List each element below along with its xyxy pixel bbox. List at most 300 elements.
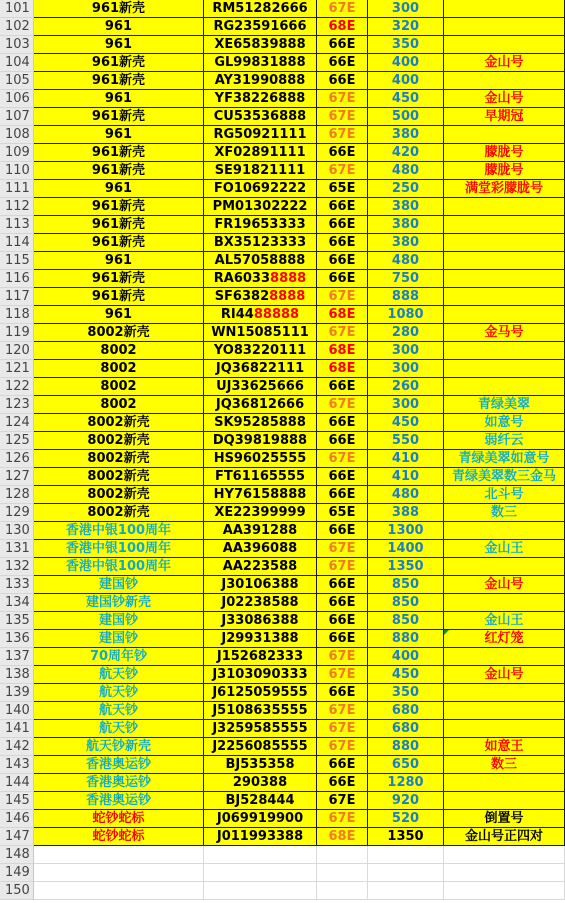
serial-cell[interactable]: J152682333 [204,648,317,666]
name-cell[interactable]: 建国钞 [34,630,204,648]
note-cell[interactable]: 弱纤云 [444,432,565,450]
serial-cell[interactable]: J3103090333 [204,666,317,684]
note-cell[interactable]: 青绿美翠数三金马 [444,468,565,486]
empty-cell[interactable] [444,864,565,882]
price-cell[interactable]: 1400 [368,540,444,558]
serial-cell[interactable]: AA223588 [204,558,317,576]
row-header[interactable]: 109 [0,144,34,162]
serial-cell[interactable]: JQ36812666 [204,396,317,414]
type-cell[interactable]: 66E [317,54,368,72]
note-cell[interactable] [444,792,565,810]
type-cell[interactable]: 66E [317,270,368,288]
name-cell[interactable]: 961新壳 [34,270,204,288]
note-cell[interactable] [444,774,565,792]
serial-cell[interactable]: J5108635555 [204,702,317,720]
row-header[interactable]: 127 [0,468,34,486]
serial-cell[interactable]: JQ36822111 [204,360,317,378]
serial-cell[interactable]: SE91821111 [204,162,317,180]
row-header[interactable]: 118 [0,306,34,324]
row-header[interactable]: 148 [0,846,34,864]
type-cell[interactable]: 67E [317,540,368,558]
name-cell[interactable]: 香港奥运钞 [34,756,204,774]
serial-cell[interactable]: J2256085555 [204,738,317,756]
name-cell[interactable]: 8002新壳 [34,486,204,504]
empty-cell[interactable] [368,864,444,882]
serial-cell[interactable]: XF02891111 [204,144,317,162]
note-cell[interactable] [444,234,565,252]
name-cell[interactable]: 961新壳 [34,234,204,252]
serial-cell[interactable]: AL57058888 [204,252,317,270]
row-header[interactable]: 125 [0,432,34,450]
name-cell[interactable]: 8002新壳 [34,324,204,342]
serial-cell[interactable]: AA396088 [204,540,317,558]
note-cell[interactable]: 倒置号 [444,810,565,828]
type-cell[interactable]: 66E [317,486,368,504]
empty-cell[interactable] [204,846,317,864]
row-header[interactable]: 113 [0,216,34,234]
row-header[interactable]: 103 [0,36,34,54]
price-cell[interactable]: 680 [368,720,444,738]
price-cell[interactable]: 480 [368,162,444,180]
note-cell[interactable] [444,684,565,702]
row-header[interactable]: 139 [0,684,34,702]
note-cell[interactable] [444,648,565,666]
name-cell[interactable]: 航天钞 [34,666,204,684]
note-cell[interactable] [444,198,565,216]
price-cell[interactable]: 850 [368,594,444,612]
note-cell[interactable] [444,522,565,540]
price-cell[interactable]: 388 [368,504,444,522]
name-cell[interactable]: 香港奥运钞 [34,792,204,810]
note-cell[interactable] [444,594,565,612]
empty-cell[interactable] [34,864,204,882]
row-header[interactable]: 138 [0,666,34,684]
serial-cell[interactable]: 290388 [204,774,317,792]
type-cell[interactable]: 66E [317,252,368,270]
name-cell[interactable]: 961 [34,252,204,270]
row-header[interactable]: 133 [0,576,34,594]
type-cell[interactable]: 67E [317,648,368,666]
price-cell[interactable]: 250 [368,180,444,198]
note-cell[interactable]: 金马号 [444,324,565,342]
serial-cell[interactable] [204,306,317,324]
type-cell[interactable]: 66E [317,774,368,792]
name-cell[interactable]: 8002新壳 [34,468,204,486]
note-cell[interactable] [444,18,565,36]
price-cell[interactable]: 1350 [368,558,444,576]
row-header[interactable]: 123 [0,396,34,414]
note-cell[interactable]: 如意号 [444,414,565,432]
type-cell[interactable]: 67E [317,324,368,342]
name-cell[interactable]: 961 [34,180,204,198]
serial-cell[interactable]: WN15085111 [204,324,317,342]
type-cell[interactable]: 67E [317,0,368,18]
serial-cell[interactable] [204,288,317,306]
price-cell[interactable]: 480 [368,486,444,504]
serial-cell[interactable]: HS96025555 [204,450,317,468]
row-header[interactable]: 104 [0,54,34,72]
serial-cell[interactable]: J069919900 [204,810,317,828]
serial-cell[interactable]: J011993388 [204,828,317,846]
serial-cell[interactable]: RM51282666 [204,0,317,18]
price-cell[interactable]: 1350 [368,828,444,846]
name-cell[interactable]: 8002新壳 [34,450,204,468]
price-cell[interactable]: 380 [368,234,444,252]
serial-cell[interactable]: AA391288 [204,522,317,540]
row-header[interactable]: 126 [0,450,34,468]
row-header[interactable]: 106 [0,90,34,108]
price-cell[interactable]: 500 [368,108,444,126]
name-cell[interactable]: 961新壳 [34,162,204,180]
row-header[interactable]: 143 [0,756,34,774]
row-header[interactable]: 130 [0,522,34,540]
note-cell[interactable] [444,360,565,378]
note-cell[interactable]: 金山号 [444,54,565,72]
serial-cell[interactable]: YF38226888 [204,90,317,108]
name-cell[interactable]: 蛇钞蛇标 [34,810,204,828]
type-cell[interactable]: 67E [317,810,368,828]
price-cell[interactable]: 750 [368,270,444,288]
price-cell[interactable]: 1080 [368,306,444,324]
price-cell[interactable]: 888 [368,288,444,306]
price-cell[interactable]: 410 [368,450,444,468]
price-cell[interactable]: 350 [368,36,444,54]
type-cell[interactable]: 65E [317,180,368,198]
type-cell[interactable]: 66E [317,612,368,630]
row-header[interactable]: 107 [0,108,34,126]
price-cell[interactable]: 260 [368,378,444,396]
serial-cell[interactable]: RG23591666 [204,18,317,36]
serial-cell[interactable]: GL99831888 [204,54,317,72]
row-header[interactable]: 137 [0,648,34,666]
price-cell[interactable]: 410 [368,468,444,486]
note-cell[interactable]: 金山号正四对 [444,828,565,846]
row-header[interactable]: 145 [0,792,34,810]
price-cell[interactable]: 450 [368,414,444,432]
type-cell[interactable]: 66E [317,414,368,432]
name-cell[interactable]: 8002新壳 [34,414,204,432]
serial-cell[interactable]: AY31990888 [204,72,317,90]
name-cell[interactable]: 961 [34,126,204,144]
type-cell[interactable]: 67E [317,450,368,468]
serial-cell[interactable] [204,270,317,288]
name-cell[interactable]: 8002新壳 [34,504,204,522]
type-cell[interactable]: 65E [317,504,368,522]
name-cell[interactable]: 航天钞 [34,720,204,738]
row-header[interactable]: 122 [0,378,34,396]
note-cell[interactable]: 早期冠 [444,108,565,126]
type-cell[interactable]: 66E [317,630,368,648]
note-cell[interactable]: 朦胧号 [444,162,565,180]
empty-cell[interactable] [317,846,368,864]
serial-cell[interactable]: J33086388 [204,612,317,630]
type-cell[interactable]: 68E [317,828,368,846]
type-cell[interactable]: 67E [317,792,368,810]
note-cell[interactable]: 金山号 [444,576,565,594]
serial-cell[interactable]: J02238588 [204,594,317,612]
serial-cell[interactable]: J6125059555 [204,684,317,702]
type-cell[interactable]: 67E [317,126,368,144]
price-cell[interactable]: 400 [368,72,444,90]
row-header[interactable]: 105 [0,72,34,90]
empty-cell[interactable] [204,864,317,882]
note-cell[interactable] [444,720,565,738]
empty-cell[interactable] [34,882,204,900]
serial-cell[interactable]: BJ528444 [204,792,317,810]
type-cell[interactable]: 66E [317,378,368,396]
type-cell[interactable]: 66E [317,216,368,234]
note-cell[interactable]: 青绿美翠 [444,396,565,414]
row-header[interactable]: 112 [0,198,34,216]
empty-cell[interactable] [317,882,368,900]
type-cell[interactable]: 68E [317,342,368,360]
price-cell[interactable]: 400 [368,648,444,666]
row-header[interactable]: 132 [0,558,34,576]
serial-cell[interactable]: XE22399999 [204,504,317,522]
price-cell[interactable]: 400 [368,54,444,72]
row-header[interactable]: 135 [0,612,34,630]
name-cell[interactable]: 建国钞 [34,612,204,630]
row-header[interactable]: 147 [0,828,34,846]
price-cell[interactable]: 850 [368,576,444,594]
type-cell[interactable]: 66E [317,576,368,594]
type-cell[interactable]: 66E [317,198,368,216]
name-cell[interactable]: 航天钞 [34,684,204,702]
type-cell[interactable]: 67E [317,396,368,414]
serial-cell[interactable]: UJ33625666 [204,378,317,396]
price-cell[interactable]: 450 [368,90,444,108]
name-cell[interactable]: 8002 [34,396,204,414]
row-header[interactable]: 120 [0,342,34,360]
note-cell[interactable]: 金山号 [444,90,565,108]
price-cell[interactable]: 680 [368,702,444,720]
name-cell[interactable]: 8002 [34,342,204,360]
type-cell[interactable]: 67E [317,558,368,576]
note-cell[interactable] [444,270,565,288]
price-cell[interactable]: 280 [368,324,444,342]
type-cell[interactable]: 67E [317,666,368,684]
row-header[interactable]: 108 [0,126,34,144]
price-cell[interactable]: 880 [368,738,444,756]
name-cell[interactable]: 香港中银100周年 [34,540,204,558]
type-cell[interactable]: 67E [317,288,368,306]
empty-cell[interactable] [204,882,317,900]
name-cell[interactable]: 961新壳 [34,288,204,306]
price-cell[interactable]: 420 [368,144,444,162]
note-cell[interactable] [444,72,565,90]
type-cell[interactable]: 67E [317,720,368,738]
note-cell[interactable]: 红灯笼 [444,630,565,648]
price-cell[interactable]: 300 [368,0,444,18]
note-cell[interactable] [444,288,565,306]
note-cell[interactable]: 金山号 [444,666,565,684]
name-cell[interactable]: 961 [34,90,204,108]
serial-cell[interactable]: RG50921111 [204,126,317,144]
type-cell[interactable]: 67E [317,108,368,126]
row-header[interactable]: 128 [0,486,34,504]
price-cell[interactable]: 380 [368,216,444,234]
serial-cell[interactable]: J3259585555 [204,720,317,738]
note-cell[interactable] [444,36,565,54]
serial-cell[interactable]: DQ39819888 [204,432,317,450]
type-cell[interactable]: 67E [317,738,368,756]
name-cell[interactable]: 8002 [34,378,204,396]
note-cell[interactable]: 数三 [444,504,565,522]
price-cell[interactable]: 1300 [368,522,444,540]
empty-cell[interactable] [444,846,565,864]
price-cell[interactable]: 450 [368,666,444,684]
type-cell[interactable]: 66E [317,684,368,702]
empty-cell[interactable] [368,882,444,900]
name-cell[interactable]: 70周年钞 [34,648,204,666]
price-cell[interactable]: 350 [368,684,444,702]
type-cell[interactable]: 66E [317,72,368,90]
note-cell[interactable] [444,252,565,270]
serial-cell[interactable]: FO10692222 [204,180,317,198]
name-cell[interactable]: 香港中银100周年 [34,522,204,540]
row-header[interactable]: 150 [0,882,34,900]
row-header[interactable]: 131 [0,540,34,558]
row-header[interactable]: 142 [0,738,34,756]
name-cell[interactable]: 蛇钞蛇标 [34,828,204,846]
row-header[interactable]: 129 [0,504,34,522]
note-cell[interactable] [444,342,565,360]
serial-cell[interactable]: PM01302222 [204,198,317,216]
serial-cell[interactable]: BX35123333 [204,234,317,252]
note-cell[interactable] [444,558,565,576]
name-cell[interactable]: 航天钞新壳 [34,738,204,756]
serial-cell[interactable]: J30106388 [204,576,317,594]
note-cell[interactable] [444,378,565,396]
price-cell[interactable]: 480 [368,252,444,270]
empty-cell[interactable] [444,882,565,900]
type-cell[interactable]: 68E [317,18,368,36]
row-header[interactable]: 146 [0,810,34,828]
note-cell[interactable]: 朦胧号 [444,144,565,162]
serial-cell[interactable]: SK95285888 [204,414,317,432]
type-cell[interactable]: 66E [317,234,368,252]
name-cell[interactable]: 961 [34,18,204,36]
name-cell[interactable]: 8002 [34,360,204,378]
serial-cell[interactable]: BJ535358 [204,756,317,774]
name-cell[interactable]: 961 [34,36,204,54]
note-cell[interactable]: 如意王 [444,738,565,756]
note-cell[interactable]: 金山王 [444,612,565,630]
name-cell[interactable]: 961新壳 [34,0,204,18]
row-header[interactable]: 111 [0,180,34,198]
type-cell[interactable]: 66E [317,594,368,612]
type-cell[interactable]: 67E [317,90,368,108]
type-cell[interactable]: 66E [317,468,368,486]
empty-cell[interactable] [317,864,368,882]
note-cell[interactable] [444,126,565,144]
empty-cell[interactable] [368,846,444,864]
name-cell[interactable]: 961 [34,306,204,324]
type-cell[interactable]: 67E [317,162,368,180]
row-header[interactable]: 124 [0,414,34,432]
row-header[interactable]: 134 [0,594,34,612]
name-cell[interactable]: 建国钞 [34,576,204,594]
price-cell[interactable]: 520 [368,810,444,828]
empty-cell[interactable] [34,846,204,864]
name-cell[interactable]: 香港奥运钞 [34,774,204,792]
price-cell[interactable]: 880 [368,630,444,648]
serial-cell[interactable]: XE65839888 [204,36,317,54]
type-cell[interactable]: 66E [317,144,368,162]
name-cell[interactable]: 建国钞新壳 [34,594,204,612]
row-header[interactable]: 141 [0,720,34,738]
row-header[interactable]: 114 [0,234,34,252]
type-cell[interactable]: 68E [317,360,368,378]
price-cell[interactable]: 300 [368,360,444,378]
type-cell[interactable]: 66E [317,432,368,450]
price-cell[interactable]: 650 [368,756,444,774]
note-cell[interactable] [444,702,565,720]
type-cell[interactable]: 66E [317,756,368,774]
note-cell[interactable]: 金山王 [444,540,565,558]
row-header[interactable]: 102 [0,18,34,36]
note-cell[interactable] [444,0,565,18]
note-cell[interactable]: 满堂彩朦胧号 [444,180,565,198]
price-cell[interactable]: 1280 [368,774,444,792]
serial-cell[interactable]: YO83220111 [204,342,317,360]
row-header[interactable]: 136 [0,630,34,648]
note-cell[interactable]: 数三 [444,756,565,774]
row-header[interactable]: 121 [0,360,34,378]
row-header[interactable]: 115 [0,252,34,270]
note-cell[interactable] [444,306,565,324]
serial-cell[interactable]: J29931388 [204,630,317,648]
price-cell[interactable]: 550 [368,432,444,450]
serial-cell[interactable]: FT61165555 [204,468,317,486]
name-cell[interactable]: 香港中银100周年 [34,558,204,576]
name-cell[interactable]: 961新壳 [34,72,204,90]
row-header[interactable]: 149 [0,864,34,882]
note-cell[interactable]: 青绿美翠如意号 [444,450,565,468]
serial-cell[interactable]: HY76158888 [204,486,317,504]
row-header[interactable]: 116 [0,270,34,288]
row-header[interactable]: 144 [0,774,34,792]
name-cell[interactable]: 961新壳 [34,144,204,162]
price-cell[interactable]: 920 [368,792,444,810]
name-cell[interactable]: 8002新壳 [34,432,204,450]
row-header[interactable]: 140 [0,702,34,720]
type-cell[interactable]: 66E [317,36,368,54]
price-cell[interactable]: 300 [368,396,444,414]
name-cell[interactable]: 961新壳 [34,216,204,234]
serial-cell[interactable]: FR19653333 [204,216,317,234]
type-cell[interactable]: 68E [317,306,368,324]
name-cell[interactable]: 961新壳 [34,54,204,72]
serial-cell[interactable]: CU53536888 [204,108,317,126]
price-cell[interactable]: 850 [368,612,444,630]
row-header[interactable]: 117 [0,288,34,306]
note-cell[interactable]: 北斗号 [444,486,565,504]
price-cell[interactable]: 380 [368,126,444,144]
name-cell[interactable]: 航天钞 [34,702,204,720]
row-header[interactable]: 110 [0,162,34,180]
row-header[interactable]: 119 [0,324,34,342]
type-cell[interactable]: 66E [317,522,368,540]
note-cell[interactable] [444,216,565,234]
name-cell[interactable]: 961新壳 [34,108,204,126]
price-cell[interactable]: 320 [368,18,444,36]
type-cell[interactable]: 67E [317,702,368,720]
row-header[interactable]: 101 [0,0,34,18]
name-cell[interactable]: 961新壳 [34,198,204,216]
price-cell[interactable]: 300 [368,342,444,360]
price-cell[interactable]: 380 [368,198,444,216]
